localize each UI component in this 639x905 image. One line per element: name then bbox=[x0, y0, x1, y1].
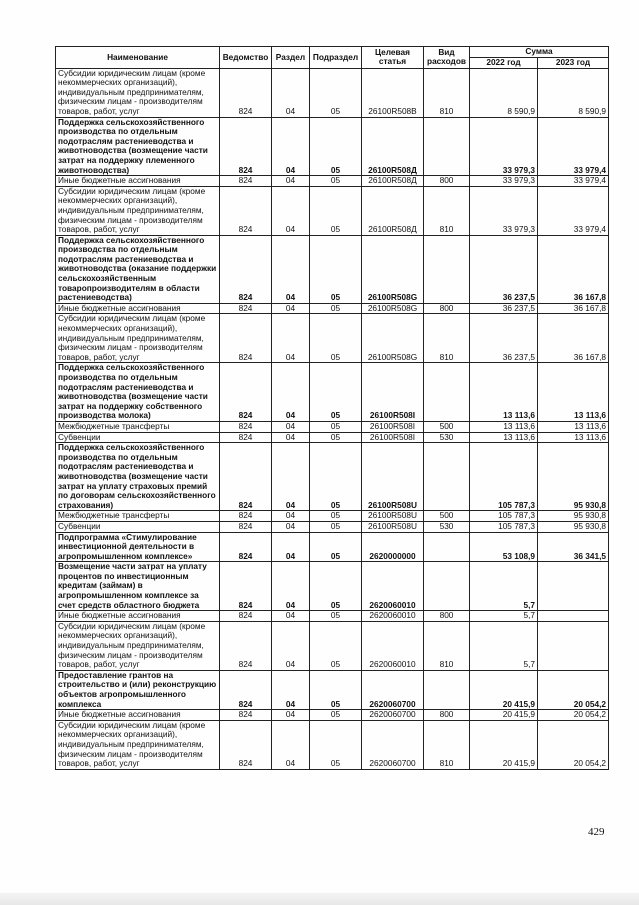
table-row bbox=[56, 303, 609, 314]
row-target: 2620060010 bbox=[362, 621, 424, 670]
row-subsection: 05 bbox=[310, 611, 362, 622]
header-target: Целевая статья bbox=[362, 47, 424, 69]
row-sum-2022: 105 787,3 bbox=[470, 443, 538, 511]
row-name: Возмещение части затрат на уплату процентов по инвестиционным кредитам (займам) в агропромышленном комплексе за счет средств областного бюджета bbox=[56, 562, 220, 611]
row-target: 26100R508U bbox=[362, 443, 424, 511]
row-exp-type: 810 bbox=[424, 68, 470, 117]
table-row bbox=[56, 511, 609, 522]
row-exp-type: 530 bbox=[424, 432, 470, 443]
row-name: Подпрограмма «Стимулирование инвестиционной деятельности в агропромышленном комплексе» bbox=[56, 532, 220, 562]
row-dept: 824 bbox=[220, 511, 272, 522]
row-name: Субсидии юридическим лицам (кроме некоммерческих организаций), индивидуальным предпринимателям, физическим лицам - производителям товаров, работ, услуг bbox=[56, 186, 220, 235]
row-section: 04 bbox=[272, 710, 310, 721]
row-dept: 824 bbox=[220, 363, 272, 422]
row-target: 26100R508G bbox=[362, 235, 424, 303]
row-subsection: 05 bbox=[310, 720, 362, 769]
row-target: 26100R508I bbox=[362, 432, 424, 443]
table-row bbox=[56, 117, 609, 176]
row-target: 2620060700 bbox=[362, 670, 424, 709]
row-section: 04 bbox=[272, 421, 310, 432]
row-dept: 824 bbox=[220, 186, 272, 235]
row-exp-type bbox=[424, 670, 470, 709]
row-dept: 824 bbox=[220, 710, 272, 721]
row-dept: 824 bbox=[220, 532, 272, 562]
header-2022: 2022 год bbox=[470, 58, 538, 69]
row-section: 04 bbox=[272, 176, 310, 187]
row-name: Иные бюджетные ассигнования bbox=[56, 611, 220, 622]
table-row bbox=[56, 621, 609, 670]
row-name: Поддержка сельскохозяйственного производства по отдельным подотраслям растениеводства и животноводства (возмещение части затрат на уплату страховых премий по договорам сельскохозяйственного страхования) bbox=[56, 443, 220, 511]
row-target: 2620000000 bbox=[362, 532, 424, 562]
row-sum-2022: 5,7 bbox=[470, 611, 538, 622]
row-name: Иные бюджетные ассигнования bbox=[56, 303, 220, 314]
row-sum-2023: 36 167,8 bbox=[538, 303, 609, 314]
row-subsection: 05 bbox=[310, 68, 362, 117]
row-sum-2022: 36 237,5 bbox=[470, 314, 538, 363]
row-sum-2022: 5,7 bbox=[470, 621, 538, 670]
scan-edge bbox=[0, 893, 639, 905]
row-sum-2023: 13 113,6 bbox=[538, 421, 609, 432]
row-name: Межбюджетные трансферты bbox=[56, 421, 220, 432]
table-row bbox=[56, 235, 609, 303]
row-name: Иные бюджетные ассигнования bbox=[56, 176, 220, 187]
row-subsection: 05 bbox=[310, 186, 362, 235]
row-section: 04 bbox=[272, 235, 310, 303]
row-section: 04 bbox=[272, 186, 310, 235]
row-sum-2023: 36 341,5 bbox=[538, 532, 609, 562]
row-sum-2023: 36 167,8 bbox=[538, 235, 609, 303]
row-exp-type: 800 bbox=[424, 710, 470, 721]
row-exp-type: 500 bbox=[424, 421, 470, 432]
row-sum-2023 bbox=[538, 611, 609, 622]
row-dept: 824 bbox=[220, 720, 272, 769]
budget-table bbox=[55, 46, 609, 770]
row-target: 26100R508B bbox=[362, 68, 424, 117]
header-name: Наименование bbox=[56, 47, 220, 69]
row-sum-2022: 105 787,3 bbox=[470, 521, 538, 532]
row-subsection: 05 bbox=[310, 235, 362, 303]
row-section: 04 bbox=[272, 363, 310, 422]
table-row bbox=[56, 186, 609, 235]
row-dept: 824 bbox=[220, 235, 272, 303]
row-sum-2022: 13 113,6 bbox=[470, 421, 538, 432]
row-exp-type: 800 bbox=[424, 611, 470, 622]
table-row bbox=[56, 432, 609, 443]
row-section: 04 bbox=[272, 117, 310, 176]
row-subsection: 05 bbox=[310, 710, 362, 721]
table-body bbox=[56, 68, 609, 769]
row-dept: 824 bbox=[220, 303, 272, 314]
row-dept: 824 bbox=[220, 421, 272, 432]
row-sum-2022: 53 108,9 bbox=[470, 532, 538, 562]
row-name: Предоставление грантов на строительство и (или) реконструкцию объектов агропромышленного комплекса bbox=[56, 670, 220, 709]
row-dept: 824 bbox=[220, 521, 272, 532]
row-name: Поддержка сельскохозяйственного производства по отдельным подотраслям растениеводства и животноводства (оказание поддержки сельскохозяйственным товаропроизводителям в области растениеводства) bbox=[56, 235, 220, 303]
row-sum-2022: 20 415,9 bbox=[470, 670, 538, 709]
row-target: 2620060010 bbox=[362, 562, 424, 611]
row-subsection: 05 bbox=[310, 621, 362, 670]
row-target: 26100R508U bbox=[362, 511, 424, 522]
row-dept: 824 bbox=[220, 68, 272, 117]
header-dept: Ведомство bbox=[220, 47, 272, 69]
row-section: 04 bbox=[272, 720, 310, 769]
row-section: 04 bbox=[272, 443, 310, 511]
row-sum-2023: 20 054,2 bbox=[538, 670, 609, 709]
row-sum-2023: 20 054,2 bbox=[538, 710, 609, 721]
row-section: 04 bbox=[272, 532, 310, 562]
row-exp-type bbox=[424, 443, 470, 511]
table-row bbox=[56, 314, 609, 363]
table-row bbox=[56, 521, 609, 532]
row-subsection: 05 bbox=[310, 532, 362, 562]
row-subsection: 05 bbox=[310, 303, 362, 314]
row-sum-2022: 36 237,5 bbox=[470, 303, 538, 314]
row-sum-2022: 105 787,3 bbox=[470, 511, 538, 522]
row-section: 04 bbox=[272, 621, 310, 670]
row-dept: 824 bbox=[220, 314, 272, 363]
header-sum: Сумма bbox=[470, 47, 609, 58]
row-subsection: 05 bbox=[310, 443, 362, 511]
row-section: 04 bbox=[272, 670, 310, 709]
row-section: 04 bbox=[272, 68, 310, 117]
row-sum-2023 bbox=[538, 562, 609, 611]
row-exp-type: 810 bbox=[424, 186, 470, 235]
row-dept: 824 bbox=[220, 443, 272, 511]
row-target: 26100R508I bbox=[362, 421, 424, 432]
row-target: 26100R508Д bbox=[362, 186, 424, 235]
row-exp-type bbox=[424, 532, 470, 562]
row-exp-type: 800 bbox=[424, 176, 470, 187]
row-sum-2023: 20 054,2 bbox=[538, 720, 609, 769]
row-sum-2023: 13 113,6 bbox=[538, 432, 609, 443]
header-exp-type: Вид расходов bbox=[424, 47, 470, 69]
row-dept: 824 bbox=[220, 670, 272, 709]
table-row bbox=[56, 611, 609, 622]
row-name: Субсидии юридическим лицам (кроме некоммерческих организаций), индивидуальным предпринимателям, физическим лицам - производителям товаров, работ, услуг bbox=[56, 314, 220, 363]
row-dept: 824 bbox=[220, 176, 272, 187]
table-row bbox=[56, 532, 609, 562]
row-exp-type bbox=[424, 235, 470, 303]
row-section: 04 bbox=[272, 303, 310, 314]
row-section: 04 bbox=[272, 314, 310, 363]
row-subsection: 05 bbox=[310, 363, 362, 422]
page-number: 429 bbox=[588, 826, 605, 838]
row-name: Иные бюджетные ассигнования bbox=[56, 710, 220, 721]
row-dept: 824 bbox=[220, 562, 272, 611]
table-row bbox=[56, 363, 609, 422]
row-name: Субсидии юридическим лицам (кроме некоммерческих организаций), индивидуальным предпринимателям, физическим лицам - производителям товаров, работ, услуг bbox=[56, 621, 220, 670]
row-sum-2023: 33 979,4 bbox=[538, 176, 609, 187]
row-subsection: 05 bbox=[310, 562, 362, 611]
row-dept: 824 bbox=[220, 611, 272, 622]
row-sum-2023 bbox=[538, 621, 609, 670]
table-row bbox=[56, 68, 609, 117]
row-subsection: 05 bbox=[310, 176, 362, 187]
table-row bbox=[56, 670, 609, 709]
row-target: 26100R508Д bbox=[362, 176, 424, 187]
row-subsection: 05 bbox=[310, 314, 362, 363]
row-sum-2022: 33 979,3 bbox=[470, 176, 538, 187]
row-target: 2620060700 bbox=[362, 710, 424, 721]
row-sum-2022: 13 113,6 bbox=[470, 432, 538, 443]
row-exp-type: 500 bbox=[424, 511, 470, 522]
row-sum-2022: 8 590,9 bbox=[470, 68, 538, 117]
row-sum-2022: 20 415,9 bbox=[470, 720, 538, 769]
row-target: 26100R508G bbox=[362, 314, 424, 363]
header-2023: 2023 год bbox=[538, 58, 609, 69]
row-section: 04 bbox=[272, 511, 310, 522]
row-target: 26100R508U bbox=[362, 521, 424, 532]
row-sum-2023: 13 113,6 bbox=[538, 363, 609, 422]
table-header bbox=[56, 47, 609, 69]
row-sum-2023: 33 979,4 bbox=[538, 186, 609, 235]
table-row bbox=[56, 176, 609, 187]
table-row bbox=[56, 720, 609, 769]
row-sum-2023: 36 167,8 bbox=[538, 314, 609, 363]
row-subsection: 05 bbox=[310, 670, 362, 709]
row-exp-type: 810 bbox=[424, 621, 470, 670]
row-name: Поддержка сельскохозяйственного производства по отдельным подотраслям растениеводства и животноводства (возмещение части затрат на поддержку племенного животноводства) bbox=[56, 117, 220, 176]
row-exp-type: 810 bbox=[424, 314, 470, 363]
row-exp-type bbox=[424, 363, 470, 422]
row-sum-2023: 95 930,8 bbox=[538, 521, 609, 532]
table-row bbox=[56, 421, 609, 432]
row-section: 04 bbox=[272, 562, 310, 611]
row-subsection: 05 bbox=[310, 511, 362, 522]
row-target: 2620060700 bbox=[362, 720, 424, 769]
row-target: 26100R508G bbox=[362, 303, 424, 314]
header-subsection: Подраздел bbox=[310, 47, 362, 69]
row-section: 04 bbox=[272, 611, 310, 622]
table-row bbox=[56, 562, 609, 611]
row-section: 04 bbox=[272, 521, 310, 532]
row-exp-type: 800 bbox=[424, 303, 470, 314]
row-exp-type bbox=[424, 562, 470, 611]
row-name: Субвенции bbox=[56, 521, 220, 532]
row-sum-2023: 8 590,9 bbox=[538, 68, 609, 117]
row-dept: 824 bbox=[220, 117, 272, 176]
row-exp-type: 530 bbox=[424, 521, 470, 532]
row-sum-2022: 5,7 bbox=[470, 562, 538, 611]
row-dept: 824 bbox=[220, 621, 272, 670]
row-target: 26100R508I bbox=[362, 363, 424, 422]
row-name: Субсидии юридическим лицам (кроме некоммерческих организаций), индивидуальным предпринимателям, физическим лицам - производителям товаров, работ, услуг bbox=[56, 68, 220, 117]
row-subsection: 05 bbox=[310, 421, 362, 432]
header-section: Раздел bbox=[272, 47, 310, 69]
row-exp-type: 810 bbox=[424, 720, 470, 769]
row-name: Поддержка сельскохозяйственного производства по отдельным подотраслям растениеводства и животноводства (возмещение части затрат на поддержку собственного производства молока) bbox=[56, 363, 220, 422]
table-row bbox=[56, 443, 609, 511]
row-target: 26100R508Д bbox=[362, 117, 424, 176]
row-sum-2022: 13 113,6 bbox=[470, 363, 538, 422]
row-name: Субсидии юридическим лицам (кроме некоммерческих организаций), индивидуальным предпринимателям, физическим лицам - производителям товаров, работ, услуг bbox=[56, 720, 220, 769]
row-sum-2023: 33 979,4 bbox=[538, 117, 609, 176]
row-sum-2022: 33 979,3 bbox=[470, 186, 538, 235]
row-section: 04 bbox=[272, 432, 310, 443]
row-sum-2022: 36 237,5 bbox=[470, 235, 538, 303]
row-target: 2620060010 bbox=[362, 611, 424, 622]
row-subsection: 05 bbox=[310, 117, 362, 176]
row-name: Межбюджетные трансферты bbox=[56, 511, 220, 522]
row-sum-2022: 20 415,9 bbox=[470, 710, 538, 721]
table-row bbox=[56, 710, 609, 721]
row-sum-2023: 95 930,8 bbox=[538, 511, 609, 522]
row-subsection: 05 bbox=[310, 432, 362, 443]
row-sum-2023: 95 930,8 bbox=[538, 443, 609, 511]
row-exp-type bbox=[424, 117, 470, 176]
row-sum-2022: 33 979,3 bbox=[470, 117, 538, 176]
row-subsection: 05 bbox=[310, 521, 362, 532]
row-dept: 824 bbox=[220, 432, 272, 443]
row-name: Субвенции bbox=[56, 432, 220, 443]
